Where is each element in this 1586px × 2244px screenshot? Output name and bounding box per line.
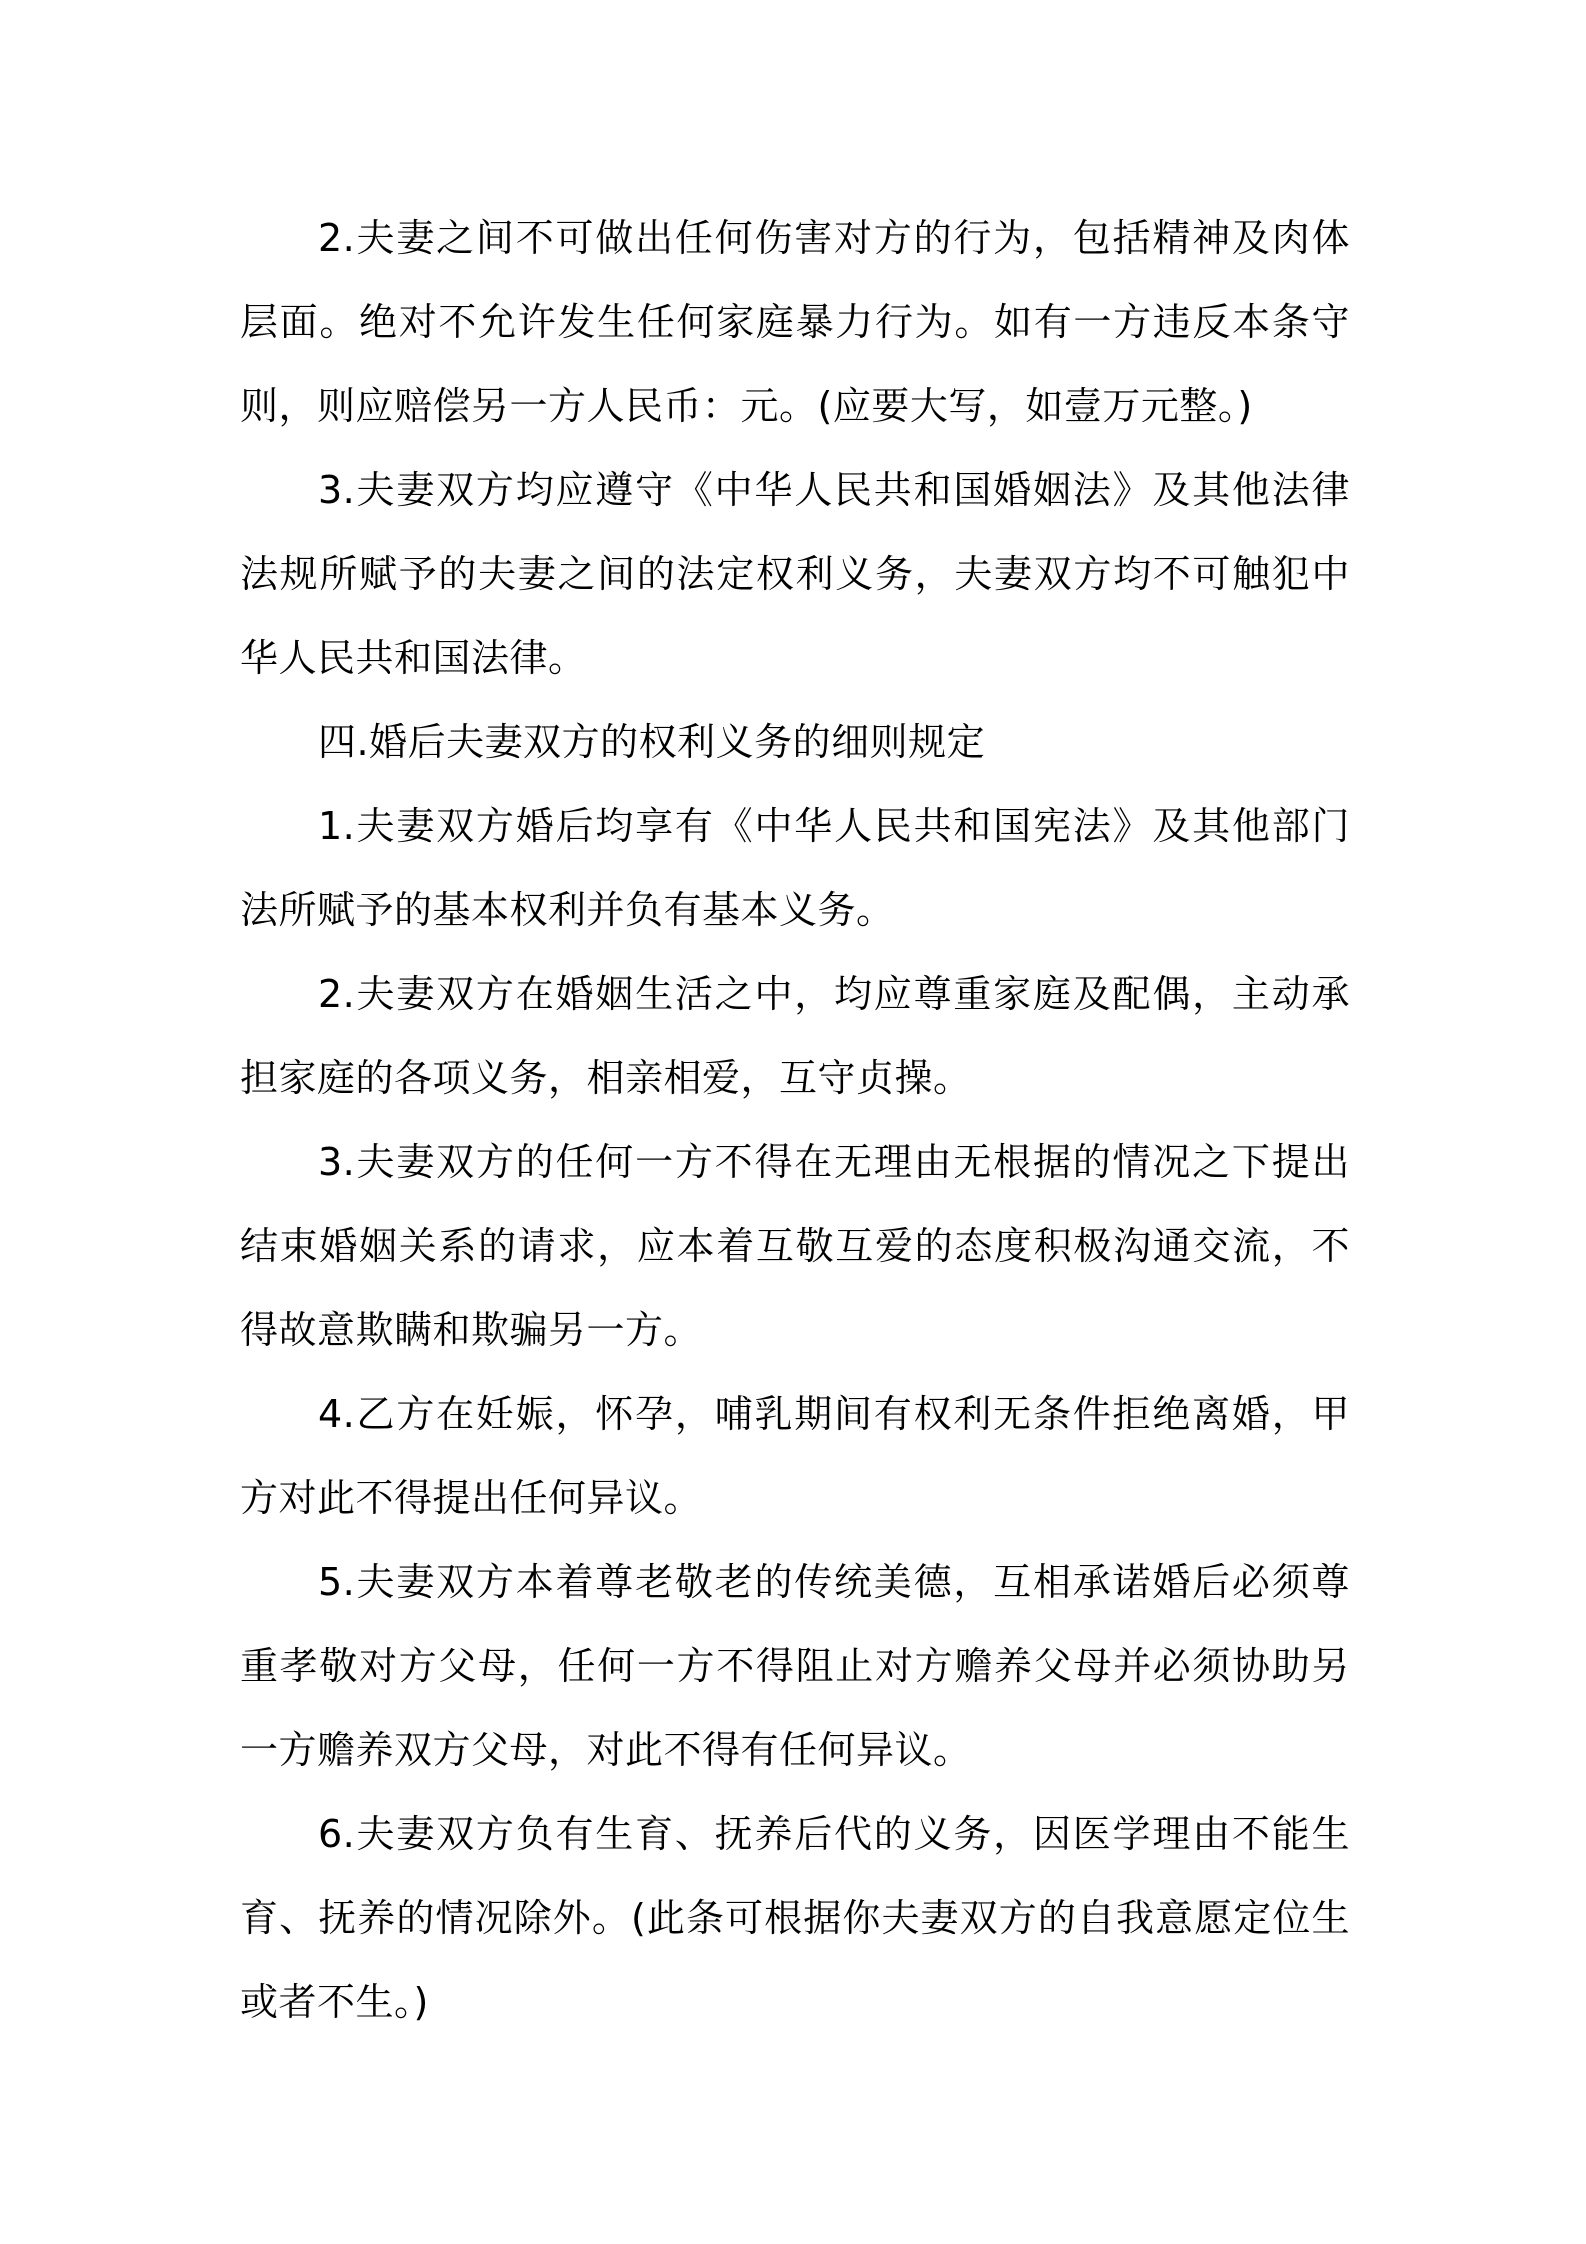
clause-4-2-paragraph: 2.夫妻双方在婚姻生活之中，均应尊重家庭及配偶，主动承担家庭的各项义务，相亲相爱，互守贞操。: [240, 972, 1350, 1100]
clause-3-2-paragraph: 2.夫妻之间不可做出任何伤害对方的行为，包括精神及肉体层面。绝对不允许发生任何家庭暴力行为。如有一方违反本条守则，则应赔偿另一方人民币：元。(应要大写，如壹万元整。): [240, 216, 1350, 428]
clause-4-3-paragraph: 3.夫妻双方的任何一方不得在无理由无根据的情况之下提出结束婚姻关系的请求，应本着互敬互爱的态度积极沟通交流，不得故意欺瞒和欺骗另一方。: [240, 1140, 1350, 1352]
clause-4-1-paragraph: 1.夫妻双方婚后均享有《中华人民共和国宪法》及其他部门法所赋予的基本权利并负有基本义务。: [240, 804, 1350, 932]
clause-4-6-paragraph: 6.夫妻双方负有生育、抚养后代的义务，因医学理由不能生育、抚养的情况除外。(此条可根据你夫妻双方的自我意愿定位生或者不生。): [240, 1812, 1350, 2024]
document-page: [240, 196, 1350, 2044]
section-4-heading: 四.婚后夫妻双方的权利义务的细则规定: [318, 720, 986, 764]
clause-4-4-paragraph: 4.乙方在妊娠，怀孕，哺乳期间有权利无条件拒绝离婚，甲方对此不得提出任何异议。: [240, 1392, 1350, 1520]
clause-4-5-paragraph: 5.夫妻双方本着尊老敬老的传统美德，互相承诺婚后必须尊重孝敬对方父母，任何一方不得阻止对方赡养父母并必须协助另一方赡养双方父母，对此不得有任何异议。: [240, 1560, 1350, 1772]
clause-3-3-paragraph: 3.夫妻双方均应遵守《中华人民共和国婚姻法》及其他法律法规所赋予的夫妻之间的法定权利义务，夫妻双方均不可触犯中华人民共和国法律。: [240, 468, 1350, 680]
